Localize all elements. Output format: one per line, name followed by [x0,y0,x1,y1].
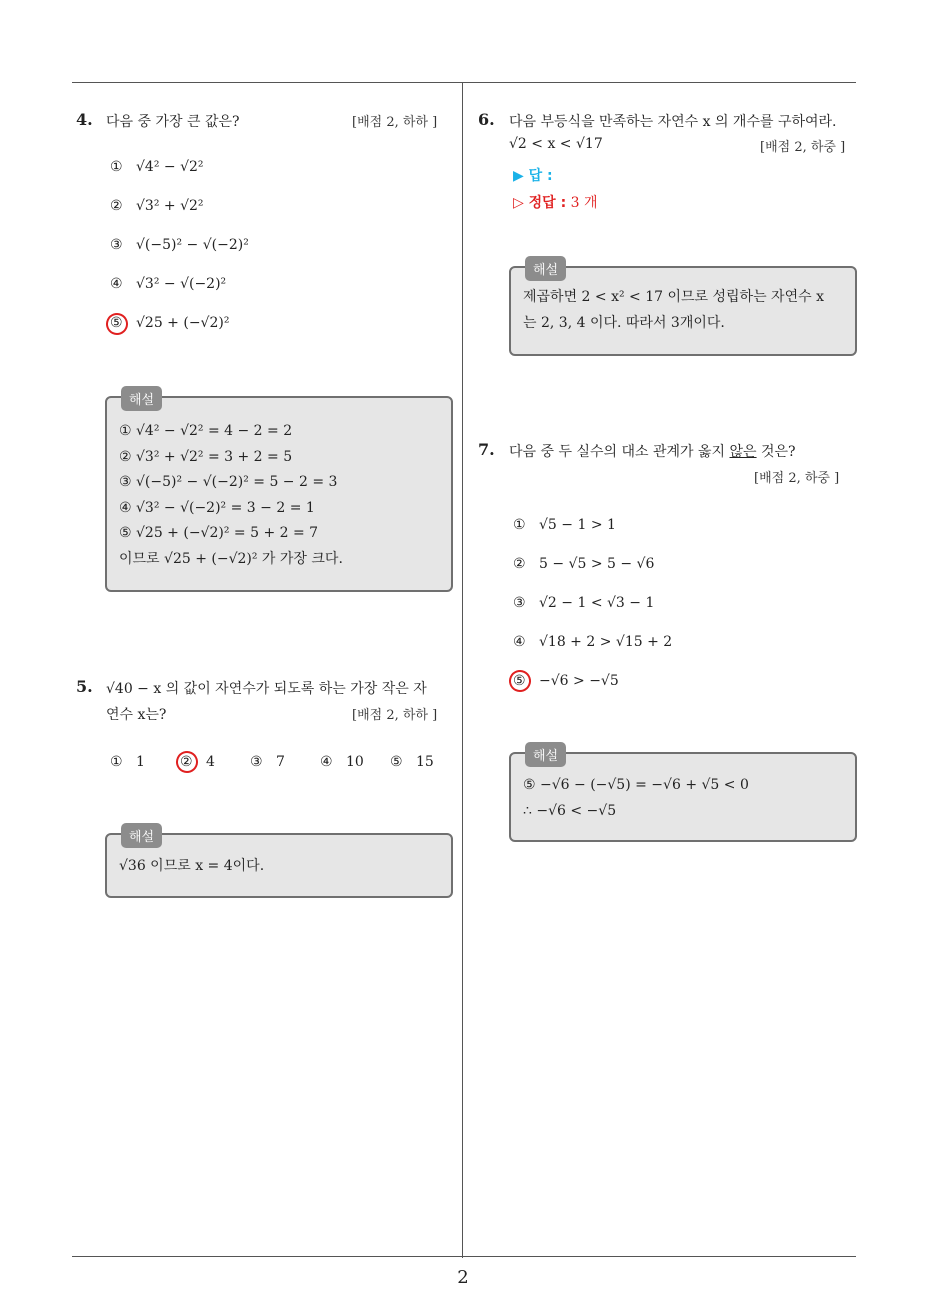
option-2[interactable]: ② 4 [180,754,215,770]
question-number: 6. [478,110,495,129]
points-label: [배점 2, 하하 ] [352,115,438,130]
explanation-box [509,749,857,842]
explanation-box [105,393,453,592]
explanation-tag: 해설 [121,386,162,411]
points-label: [배점 2, 하중 ] [754,471,840,486]
points-label: [배점 2, 하하 ] [352,708,438,723]
option-1[interactable]: ① √4² − √2² [110,159,204,175]
question-number: 7. [478,440,495,459]
question-text: √40 − x 의 값이 자연수가 되도록 하는 가장 작은 자 [106,681,427,697]
option-3[interactable]: ③ √2 − 1 < √3 − 1 [513,595,655,611]
column-divider [462,83,463,1258]
option-5[interactable]: ⑤ √25 + (−√2)² [110,315,230,331]
explanation-box [105,830,453,898]
option-4[interactable]: ④ √18 + 2 > √15 + 2 [513,634,673,650]
option-2[interactable]: ② √3² + √2² [110,198,204,214]
points-label: [배점 2, 하중 ] [760,140,846,155]
option-1[interactable]: ① √5 − 1 > 1 [513,517,616,533]
explanation-line: 는 2, 3, 4 이다. 따라서 3개이다. [523,314,725,331]
explanation-line: √36 이므로 x = 4이다. [119,858,265,874]
explanation-line: ∴ −√6 < −√5 [523,802,617,819]
explanation-line: 제곱하면 2 < x² < 17 이므로 성립하는 자연수 x [523,289,824,305]
question-text: 다음 중 두 실수의 대소 관계가 옳지 않은 것은? [509,444,796,460]
answer-field-label[interactable]: ▶ 답 : [513,168,553,184]
option-3[interactable]: ③ √(−5)² − √(−2)² [110,237,249,253]
explanation-box [509,263,857,356]
explanation-tag: 해설 [525,256,566,281]
explanation-line: ① √4² − √2² = 4 − 2 = 2 [119,423,293,439]
question-text: 연수 x는? [106,707,167,723]
option-5[interactable]: ⑤ −√6 > −√5 [513,673,619,689]
explanation-line: ④ √3² − √(−2)² = 3 − 2 = 1 [119,499,315,516]
explanation-tag: 해설 [525,742,566,767]
explanation-line: ⑤ √25 + (−√2)² = 5 + 2 = 7 [119,525,319,541]
top-rule [72,82,856,83]
option-3[interactable]: ③ 7 [250,754,285,770]
option-4[interactable]: ④ √3² − √(−2)² [110,276,227,292]
question-number: 4. [76,110,93,129]
explanation-line: 이므로 √25 + (−√2)² 가 가장 크다. [119,550,343,567]
selected-answer-circle-icon [173,748,201,776]
option-4[interactable]: ④ 10 [320,754,364,770]
explanation-tag: 해설 [121,823,162,848]
bottom-rule [72,1256,856,1257]
question-text: 다음 부등식을 만족하는 자연수 x 의 개수를 구하여라. [509,114,837,130]
question-number: 5. [76,677,93,696]
page-number: 2 [457,1267,469,1288]
correct-answer: ▷ 정답 : 3 개 [513,195,598,211]
explanation-line: ⑤ −√6 − (−√5) = −√6 + √5 < 0 [523,777,749,793]
inequality: √2 < x < √17 [509,136,603,152]
option-2[interactable]: ② 5 − √5 > 5 − √6 [513,556,655,572]
option-5[interactable]: ⑤ 15 [390,754,434,770]
explanation-line: ② √3² + √2² = 3 + 2 = 5 [119,448,293,465]
selected-answer-circle-icon [506,667,534,695]
explanation-line: ③ √(−5)² − √(−2)² = 5 − 2 = 3 [119,474,338,490]
option-1[interactable]: ① 1 [110,754,145,770]
question-text: 다음 중 가장 큰 값은? [106,114,240,130]
